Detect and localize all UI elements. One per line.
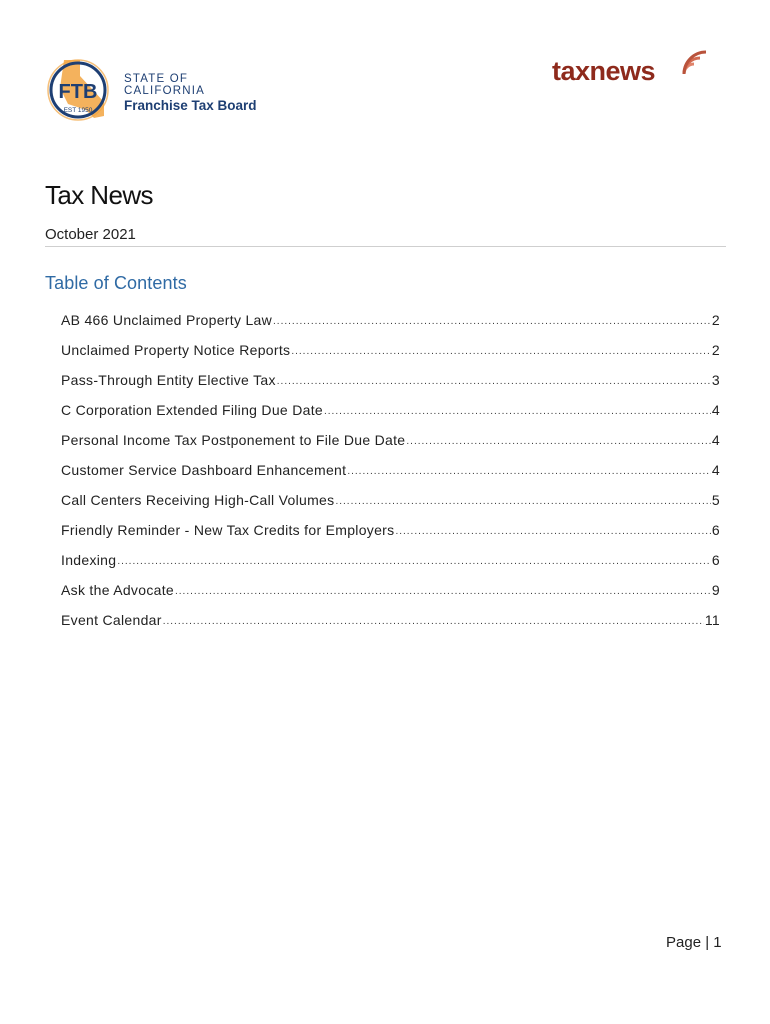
toc-heading: Table of Contents	[45, 273, 187, 293]
toc-leader-dots	[277, 374, 711, 387]
ftb-state-label: STATE OF CALIFORNIA	[124, 73, 206, 97]
toc-entry-page[interactable]: 11	[704, 612, 720, 628]
toc-entry[interactable]	[61, 485, 720, 515]
toc-entry[interactable]	[61, 335, 720, 365]
page-header	[0, 0, 770, 140]
toc-entry-label[interactable]: Ask the Advocate	[61, 582, 174, 598]
toc-leader-dots	[163, 614, 704, 627]
toc-entry-label[interactable]: Friendly Reminder - New Tax Credits for Employers	[61, 522, 395, 538]
toc-entry-label[interactable]: C Corporation Extended Filing Due Date	[61, 402, 323, 418]
ftb-emblem-icon	[46, 54, 126, 124]
toc-entry-page[interactable]: 9	[711, 582, 720, 598]
issue-date: October 2021	[45, 226, 136, 243]
toc-leader-dots	[117, 554, 711, 567]
table-of-contents	[61, 305, 720, 635]
toc-entry[interactable]	[61, 305, 720, 335]
toc-entry-page[interactable]: 2	[711, 312, 720, 328]
toc-entry-label[interactable]: Unclaimed Property Notice Reports	[61, 342, 291, 358]
toc-entry-page[interactable]: 6	[711, 552, 720, 568]
toc-leader-dots	[406, 434, 711, 447]
toc-leader-dots	[175, 584, 711, 597]
svg-text:EST 1950: EST 1950	[63, 107, 93, 114]
ftb-board-label: Franchise Tax Board	[124, 98, 257, 113]
page-title: Tax News	[45, 180, 153, 210]
toc-leader-dots	[324, 404, 711, 417]
toc-entry-page[interactable]: 6	[711, 522, 720, 538]
toc-leader-dots	[347, 464, 711, 477]
broadcast-waves-icon	[680, 48, 710, 78]
toc-leader-dots	[335, 494, 710, 507]
toc-entry-page[interactable]: 4	[711, 402, 720, 418]
toc-entry-page[interactable]: 5	[711, 492, 720, 508]
ftb-logo	[46, 54, 266, 124]
toc-entry[interactable]	[61, 605, 720, 635]
toc-entry-label[interactable]: Indexing	[61, 552, 117, 568]
toc-entry[interactable]	[61, 455, 720, 485]
svg-text:FTB: FTB	[58, 81, 98, 103]
divider	[45, 246, 726, 247]
toc-entry-label[interactable]: Call Centers Receiving High-Call Volumes	[61, 492, 335, 508]
taxnews-logo-text: taxnews	[552, 56, 656, 86]
toc-entry[interactable]	[61, 365, 720, 395]
toc-entry-page[interactable]: 2	[711, 342, 720, 358]
toc-entry[interactable]	[61, 515, 720, 545]
toc-entry[interactable]	[61, 425, 720, 455]
toc-entry-label[interactable]: Pass-Through Entity Elective Tax	[61, 372, 276, 388]
toc-entry-page[interactable]: 4	[711, 462, 720, 478]
toc-leader-dots	[395, 524, 710, 537]
toc-entry-page[interactable]: 3	[711, 372, 720, 388]
toc-entry[interactable]	[61, 395, 720, 425]
toc-entry-label[interactable]: Customer Service Dashboard Enhancement	[61, 462, 347, 478]
toc-entry[interactable]	[61, 545, 720, 575]
toc-entry-label[interactable]: AB 466 Unclaimed Property Law	[61, 312, 273, 328]
toc-entry-label[interactable]: Personal Income Tax Postponement to File Due Date	[61, 432, 406, 448]
toc-entry-label[interactable]: Event Calendar	[61, 612, 162, 628]
toc-leader-dots	[291, 344, 711, 357]
taxnews-logo	[552, 48, 712, 92]
toc-entry[interactable]	[61, 575, 720, 605]
page-number: Page | 1	[666, 934, 722, 951]
toc-entry-page[interactable]: 4	[711, 432, 720, 448]
toc-leader-dots	[273, 314, 711, 327]
